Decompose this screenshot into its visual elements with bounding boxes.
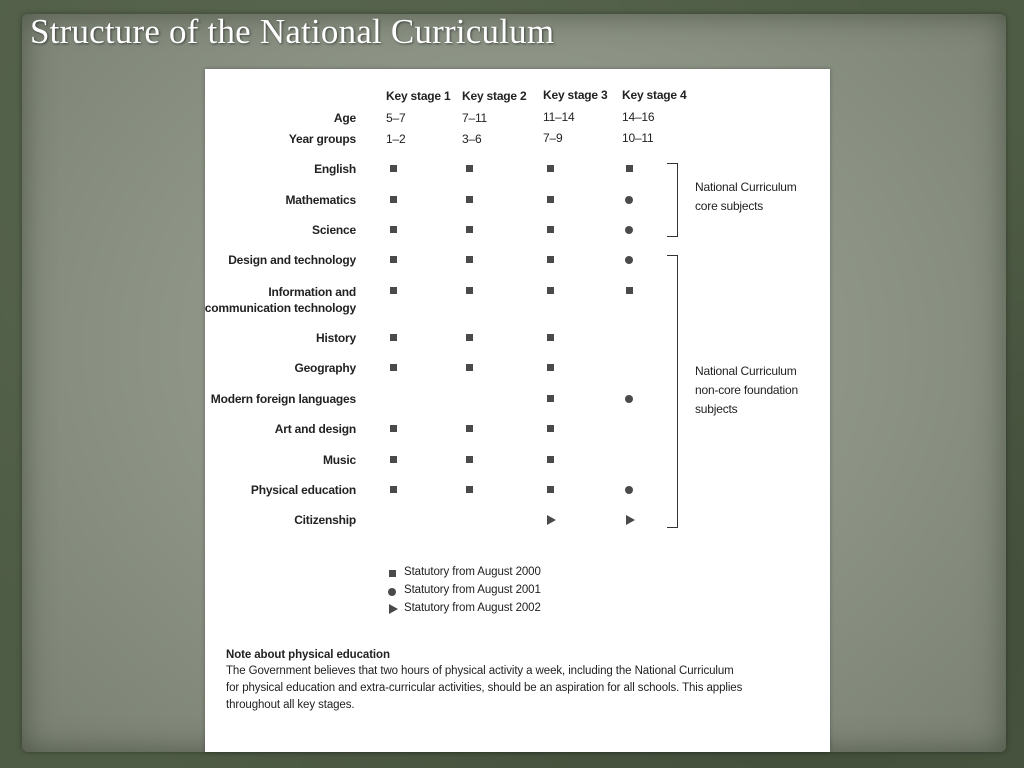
subject-design-and-technology: Design and technology (228, 253, 356, 267)
header-key-stage-2: Key stage 2 (462, 89, 527, 103)
age-ks3: 11–14 (543, 110, 575, 124)
subject-art-and-design: Art and design (274, 422, 356, 436)
mark-square-r5-ks3 (547, 334, 554, 341)
mark-square-r8-ks3 (547, 425, 554, 432)
mark-square-r0-ks3 (547, 165, 554, 172)
mark-square-r2-ks3 (547, 226, 554, 233)
mark-square-r5-ks2 (466, 334, 473, 341)
slide-title: Structure of the National Curriculum (30, 12, 555, 51)
header-key-stage-4: Key stage 4 (622, 88, 687, 102)
year-groups-ks1: 1–2 (386, 132, 406, 146)
mark-square-r0-ks4 (626, 165, 633, 172)
mark-square-r10-ks2 (466, 486, 473, 493)
mark-square-r3-ks3 (547, 256, 554, 263)
subject-geography: Geography (294, 361, 356, 375)
mark-square-r1-ks3 (547, 196, 554, 203)
age-ks4: 14–16 (622, 110, 655, 124)
legend-circle-icon (388, 588, 396, 596)
mark-circle-r7-ks4 (625, 395, 633, 403)
note-line-3: throughout all key stages. (226, 699, 355, 711)
mark-square-r9-ks2 (466, 456, 473, 463)
year-groups-ks3: 7–9 (543, 131, 563, 145)
mark-square-r9-ks1 (390, 456, 397, 463)
mark-circle-r3-ks4 (625, 256, 633, 264)
core-bracket (667, 163, 678, 237)
year-groups-ks2: 3–6 (462, 132, 482, 146)
legend-triangle-label: Statutory from August 2002 (404, 602, 541, 614)
subject-citizenship: Citizenship (294, 513, 356, 527)
mark-circle-r2-ks4 (625, 226, 633, 234)
subject-history: History (316, 331, 356, 345)
mark-square-r4-ks3 (547, 287, 554, 294)
mark-square-r0-ks1 (390, 165, 397, 172)
mark-square-r0-ks2 (466, 165, 473, 172)
legend-circle-label: Statutory from August 2001 (404, 584, 541, 596)
legend-square-label: Statutory from August 2000 (404, 566, 541, 578)
mark-square-r10-ks1 (390, 486, 397, 493)
mark-square-r3-ks1 (390, 256, 397, 263)
subject-music: Music (322, 453, 356, 467)
mark-square-r7-ks3 (547, 395, 554, 402)
subject-mathematics: Mathematics (285, 193, 356, 207)
age-ks2: 7–11 (462, 111, 488, 125)
subject-physical-education: Physical education (250, 483, 356, 497)
note-line-1: The Government believes that two hours of physical activity a week, including the National Curriculum (226, 665, 734, 677)
mark-square-r8-ks2 (466, 425, 473, 432)
mark-square-r9-ks3 (547, 456, 554, 463)
mark-square-r1-ks1 (390, 196, 397, 203)
mark-square-r4-ks2 (466, 287, 473, 294)
mark-square-r8-ks1 (390, 425, 397, 432)
legend-triangle-icon (389, 604, 398, 614)
subject-ict-line1: Information and (268, 285, 356, 299)
year-groups-ks4: 10–11 (622, 131, 654, 145)
mark-triangle-r11-ks3 (547, 515, 556, 525)
mark-square-r4-ks4 (626, 287, 633, 294)
year-groups-label: Year groups (288, 132, 356, 146)
mark-circle-r1-ks4 (625, 196, 633, 204)
foundation-group-label-line1: National Curriculum (695, 364, 797, 378)
mark-square-r4-ks1 (390, 287, 397, 294)
note-line-2: for physical education and extra-curricular activities, should be an aspiration for all schools. This applies (226, 682, 743, 694)
foundation-group-label-line2: non-core foundation (695, 383, 798, 397)
subject-english: English (314, 162, 356, 176)
foundation-group-label-line3: subjects (695, 402, 738, 416)
core-group-label-line2: core subjects (695, 199, 764, 213)
subject-ict-line2: communication technology (204, 301, 356, 315)
curriculum-document (205, 69, 830, 752)
mark-square-r5-ks1 (390, 334, 397, 341)
mark-square-r6-ks3 (547, 364, 554, 371)
header-key-stage-1: Key stage 1 (386, 89, 451, 103)
subject-modern-foreign-languages: Modern foreign languages (210, 392, 356, 406)
legend-square-icon (389, 570, 396, 577)
mark-square-r2-ks1 (390, 226, 397, 233)
mark-square-r3-ks2 (466, 256, 473, 263)
subject-science: Science (312, 223, 356, 237)
mark-square-r10-ks3 (547, 486, 554, 493)
mark-circle-r10-ks4 (625, 486, 633, 494)
foundation-bracket (667, 255, 678, 528)
mark-square-r1-ks2 (466, 196, 473, 203)
mark-square-r6-ks1 (390, 364, 397, 371)
age-label: Age (333, 111, 356, 125)
core-group-label-line1: National Curriculum (695, 180, 797, 194)
age-ks1: 5–7 (386, 111, 406, 125)
note-heading: Note about physical education (226, 649, 390, 661)
mark-square-r6-ks2 (466, 364, 473, 371)
mark-square-r2-ks2 (466, 226, 473, 233)
mark-triangle-r11-ks4 (626, 515, 635, 525)
header-key-stage-3: Key stage 3 (543, 88, 608, 102)
